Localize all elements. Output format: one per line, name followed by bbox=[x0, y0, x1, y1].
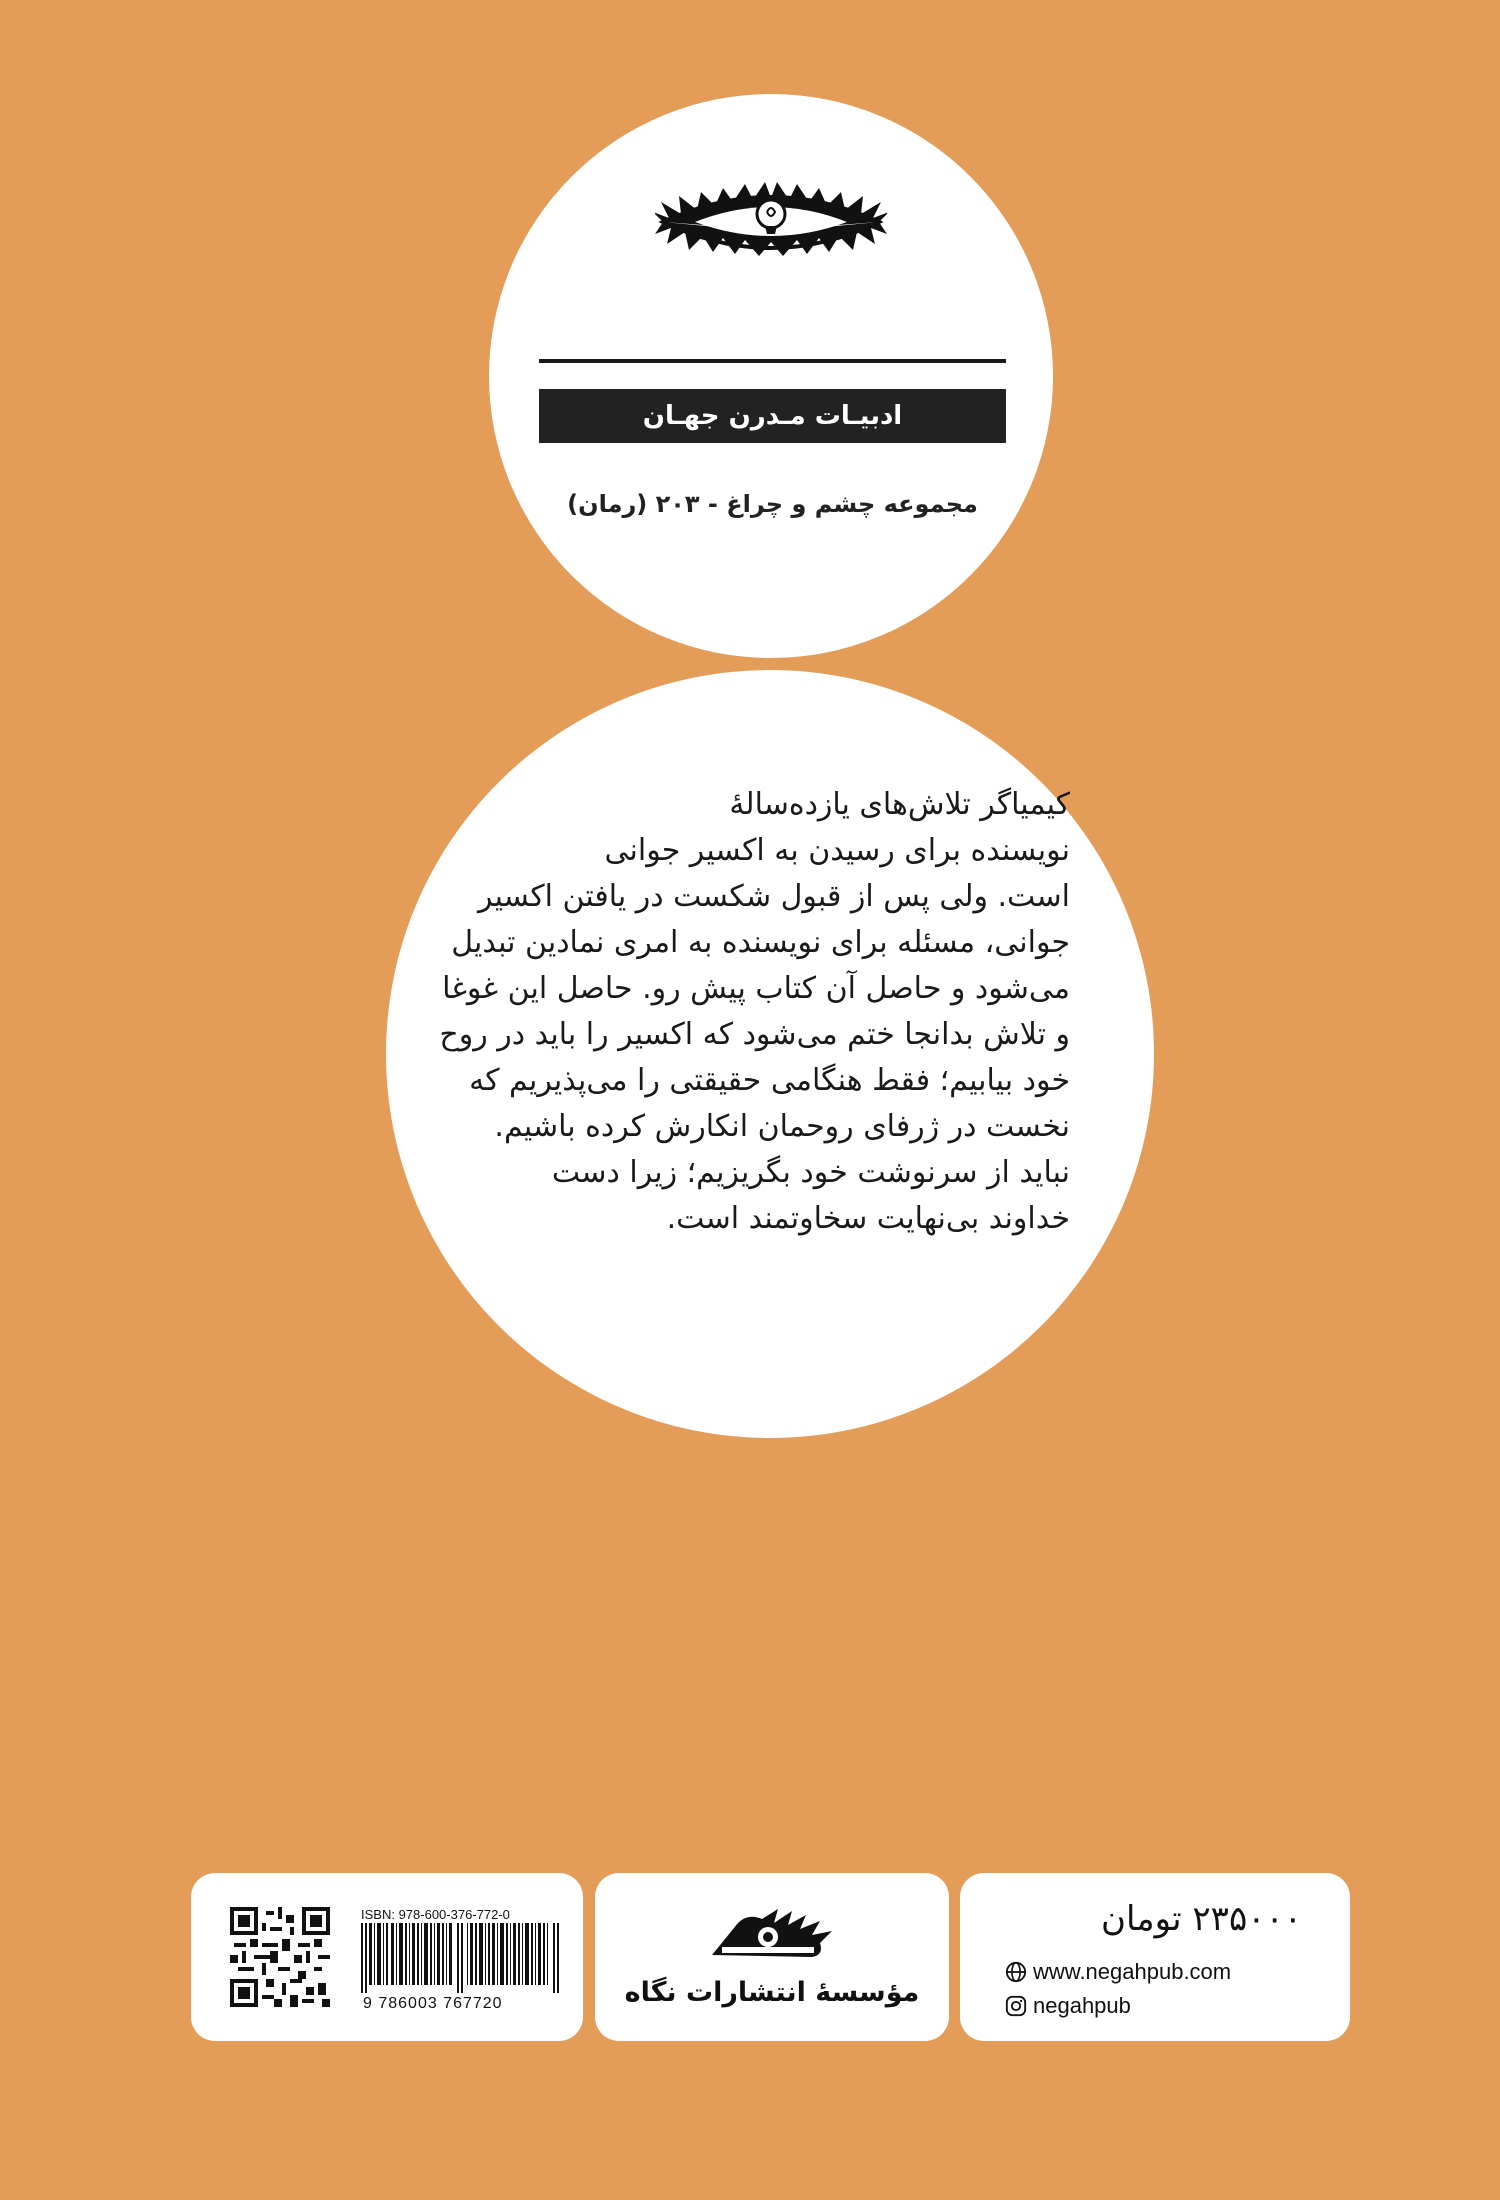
barcode-icon bbox=[361, 1923, 561, 1993]
publisher-card bbox=[595, 1873, 949, 2041]
globe-icon bbox=[1005, 1961, 1027, 1983]
qr-code-icon[interactable] bbox=[230, 1907, 330, 2007]
blurb-text bbox=[439, 782, 1070, 1242]
collection-label: مجموعه چشم و چراغ - ۲۰۳ (رمان) bbox=[567, 490, 978, 518]
barcode-digits: 9 786003 767720 bbox=[363, 1995, 503, 2012]
website-text: www.negahpub.com bbox=[1033, 1959, 1232, 1984]
eye-lamp-icon bbox=[655, 178, 887, 262]
barcode-card bbox=[191, 1873, 583, 2041]
series-divider bbox=[539, 359, 1006, 363]
website-link[interactable] bbox=[1005, 1959, 1231, 1985]
series-title: ادبیـات مـدرن جهـان bbox=[539, 389, 1006, 443]
blurb-line: خداوند بی‌نهایت سخاوتمند است. bbox=[666, 1201, 1070, 1236]
instagram-link[interactable] bbox=[1005, 1993, 1131, 2019]
blurb-line: نویسنده برای رسیدن به اکسیر جوانی bbox=[604, 833, 1070, 868]
blurb-line: خود بیابیم؛ فقط هنگامی حقیقتی را می‌پذیریم که bbox=[469, 1063, 1070, 1098]
blurb-line: کیمیاگر تلاش‌های یازده‌سالهٔ bbox=[729, 787, 1070, 822]
instagram-icon bbox=[1005, 1995, 1027, 2017]
isbn-label: ISBN: 978-600-376-772-0 bbox=[361, 1907, 510, 1922]
info-card bbox=[960, 1873, 1350, 2041]
negah-logo-icon bbox=[708, 1903, 836, 1963]
publisher-name: مؤسسهٔ انتشارات نگاه bbox=[624, 1977, 920, 2008]
instagram-text: negahpub bbox=[1033, 1993, 1131, 2018]
blurb-line: نخست در ژرفای روحمان انکارش کرده باشیم. bbox=[494, 1109, 1070, 1144]
blurb-line: است. ولی پس از قبول شکست در یافتن اکسیر bbox=[478, 879, 1070, 914]
blurb-line: نباید از سرنوشت خود بگریزیم؛ زیرا دست bbox=[551, 1155, 1070, 1190]
price-label: ۲۳۵۰۰۰ تومان bbox=[1101, 1899, 1302, 1939]
blurb-line: جوانی، مسئله برای نویسنده به امری نمادین تبدیل bbox=[451, 925, 1070, 960]
blurb-line: می‌شود و حاصل آن کتاب پیش رو. حاصل این غوغا bbox=[442, 971, 1070, 1006]
blurb-line: و تلاش بدانجا ختم می‌شود که اکسیر را باید در روح bbox=[439, 1017, 1070, 1052]
